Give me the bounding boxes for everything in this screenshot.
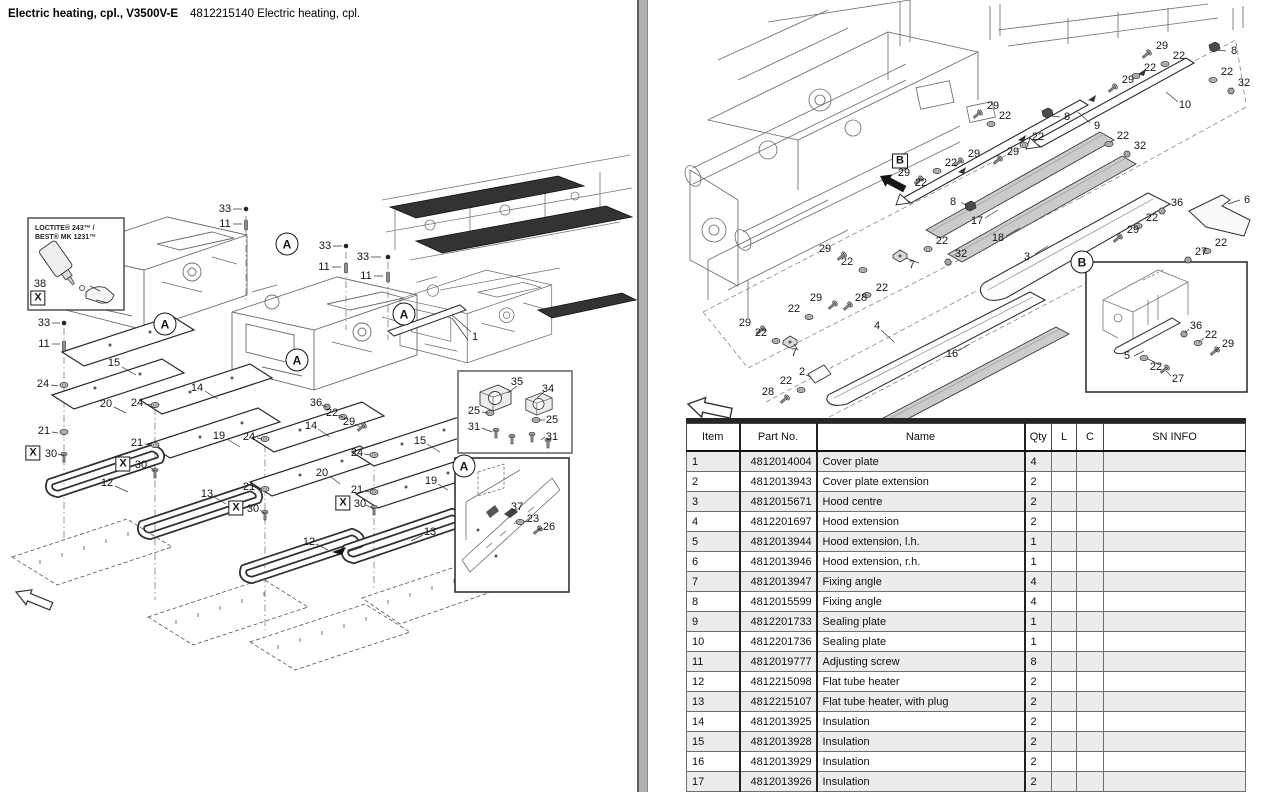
cell-sn-info [1104, 572, 1246, 592]
boxed-ref-x: X [335, 496, 350, 511]
callout-22: 22 [1220, 66, 1234, 78]
cell-qty: 2 [1025, 472, 1052, 492]
cell-c [1077, 632, 1104, 652]
callout-8: 8 [1063, 111, 1071, 123]
page-divider [637, 0, 648, 792]
cell-c [1077, 672, 1104, 692]
detail-box-b [1086, 262, 1247, 392]
callout-27: 27 [1171, 373, 1185, 385]
table-row [687, 512, 1246, 532]
table-row [687, 692, 1246, 712]
cell-qty: 2 [1025, 512, 1052, 532]
cell-part-no: 4812015599 [740, 592, 817, 612]
cell-sn-info [1104, 472, 1246, 492]
callout-29: 29 [1155, 40, 1169, 52]
cell-part-no: 4812013944 [740, 532, 817, 552]
cell-c [1077, 732, 1104, 752]
table-row [687, 772, 1246, 792]
table-row [687, 752, 1246, 772]
cell-sn-info [1104, 712, 1246, 732]
callout-8: 8 [949, 196, 957, 208]
cell-l [1052, 652, 1077, 672]
callout-37: 37 [510, 501, 524, 513]
cell-name: Hood extension, r.h. [817, 552, 1025, 572]
callout-4: 4 [873, 320, 881, 332]
cell-qty: 2 [1025, 712, 1052, 732]
callout-7: 7 [790, 347, 798, 359]
cell-item: 12 [687, 672, 740, 692]
callout-29: 29 [818, 243, 832, 255]
cell-item: 14 [687, 712, 740, 732]
cell-part-no: 4812215107 [740, 692, 817, 712]
cover-plate-extension-2-shape [808, 365, 831, 383]
cell-c [1077, 572, 1104, 592]
cell-qty: 2 [1025, 772, 1052, 792]
table-row [687, 732, 1246, 752]
cell-name: Insulation [817, 732, 1025, 752]
callout-29: 29 [967, 148, 981, 160]
cell-qty: 2 [1025, 492, 1052, 512]
table-row [687, 492, 1246, 512]
cell-item: 9 [687, 612, 740, 632]
cell-sn-info [1104, 592, 1246, 612]
cell-item: 5 [687, 532, 740, 552]
cell-c [1077, 652, 1104, 672]
cell-name: Hood extension [817, 512, 1025, 532]
callout-13: 13 [200, 488, 214, 500]
callout-30: 30 [134, 459, 148, 471]
parts-table-grid [686, 423, 1246, 792]
table-row [687, 672, 1246, 692]
callout-21: 21 [242, 481, 256, 493]
cell-c [1077, 512, 1104, 532]
boxed-ref-x: X [228, 501, 243, 516]
loctite-line-2: BEST® MK 1231™ [35, 234, 97, 241]
callout-31: 31 [545, 431, 559, 443]
callout-24: 24 [36, 378, 50, 390]
table-row [687, 652, 1246, 672]
cell-qty: 1 [1025, 552, 1052, 572]
cell-part-no: 4812215098 [740, 672, 817, 692]
cell-name: Adjusting screw [817, 652, 1025, 672]
cell-name: Flat tube heater [817, 672, 1025, 692]
detail-ref-a: A [453, 455, 476, 478]
cell-item: 4 [687, 512, 740, 532]
callout-14: 14 [304, 420, 318, 432]
cell-name: Hood centre [817, 492, 1025, 512]
callout-1: 1 [471, 331, 479, 343]
cell-part-no: 4812014004 [740, 451, 817, 472]
callout-19: 19 [212, 430, 226, 442]
cell-l [1052, 532, 1077, 552]
cell-item: 2 [687, 472, 740, 492]
cell-part-no: 4812013925 [740, 712, 817, 732]
cell-name: Hood extension, l.h. [817, 532, 1025, 552]
cell-l [1052, 572, 1077, 592]
callout-24: 24 [350, 447, 364, 459]
cell-l [1052, 732, 1077, 752]
callout-29: 29 [1121, 74, 1135, 86]
cell-c [1077, 772, 1104, 792]
cell-c [1077, 451, 1104, 472]
cell-qty: 1 [1025, 612, 1052, 632]
callout-29: 29 [1126, 224, 1140, 236]
cell-item: 1 [687, 451, 740, 472]
cell-sn-info [1104, 752, 1246, 772]
cell-part-no: 4812013946 [740, 552, 817, 572]
cell-c [1077, 532, 1104, 552]
column-header-sn-info: SN INFO [1104, 424, 1246, 452]
callout-33: 33 [356, 251, 370, 263]
right-page [648, 0, 1271, 792]
callout-25: 25 [545, 414, 559, 426]
table-row [687, 592, 1246, 612]
sealing-plates-drawing [896, 58, 1194, 205]
hood-extension-rh-6-shape [1189, 195, 1250, 236]
callout-29: 29 [738, 317, 752, 329]
cell-name: Insulation [817, 712, 1025, 732]
callout-22: 22 [1143, 62, 1157, 74]
table-row [687, 472, 1246, 492]
callout-32: 32 [1133, 140, 1147, 152]
boxed-ref-x: X [25, 446, 40, 461]
callout-29: 29 [897, 167, 911, 179]
callout-36: 36 [1170, 197, 1184, 209]
cell-name: Insulation [817, 772, 1025, 792]
cell-l [1052, 552, 1077, 572]
cell-qty: 4 [1025, 572, 1052, 592]
callout-21: 21 [350, 484, 364, 496]
cell-sn-info [1104, 732, 1246, 752]
cell-name: Cover plate [817, 451, 1025, 472]
cell-part-no: 4812013926 [740, 772, 817, 792]
cell-qty: 2 [1025, 752, 1052, 772]
callout-22: 22 [779, 375, 793, 387]
callout-12: 12 [302, 536, 316, 548]
cell-c [1077, 472, 1104, 492]
cell-qty: 1 [1025, 632, 1052, 652]
cell-name: Fixing angle [817, 572, 1025, 592]
loctite-note-text [35, 224, 119, 242]
cell-item: 13 [687, 692, 740, 712]
cell-item: 8 [687, 592, 740, 612]
cell-l [1052, 612, 1077, 632]
cell-l [1052, 692, 1077, 712]
detail-ref-a: A [393, 303, 416, 326]
cell-item: 11 [687, 652, 740, 672]
cell-item: 6 [687, 552, 740, 572]
callout-22: 22 [1149, 361, 1163, 373]
column-header-item: Item [687, 424, 740, 452]
cell-sn-info [1104, 532, 1246, 552]
cell-part-no: 4812201736 [740, 632, 817, 652]
column-header-l: L [1052, 424, 1077, 452]
cell-part-no: 4812013928 [740, 732, 817, 752]
cell-part-no: 4812019777 [740, 652, 817, 672]
callout-23: 23 [526, 513, 540, 525]
column-header-qty: Qty [1025, 424, 1052, 452]
callout-22: 22 [875, 282, 889, 294]
cell-qty: 2 [1025, 672, 1052, 692]
cell-name: Cover plate extension [817, 472, 1025, 492]
callout-38: 38 [33, 278, 47, 290]
callout-15: 15 [413, 435, 427, 447]
parts-table [686, 418, 1246, 792]
callout-26: 26 [542, 521, 556, 533]
callout-22: 22 [1172, 50, 1186, 62]
cell-qty: 4 [1025, 592, 1052, 612]
cell-c [1077, 612, 1104, 632]
callout-22: 22 [840, 256, 854, 268]
callout-29: 29 [986, 100, 1000, 112]
table-row [687, 612, 1246, 632]
cell-c [1077, 492, 1104, 512]
cell-part-no: 4812201733 [740, 612, 817, 632]
callout-29: 29 [1006, 146, 1020, 158]
cell-sn-info [1104, 772, 1246, 792]
cell-l [1052, 451, 1077, 472]
callout-15: 15 [107, 357, 121, 369]
cell-sn-info [1104, 451, 1246, 472]
cell-item: 17 [687, 772, 740, 792]
cell-qty: 1 [1025, 532, 1052, 552]
callout-21: 21 [37, 425, 51, 437]
callout-34: 34 [541, 383, 555, 395]
table-row [687, 552, 1246, 572]
table-row [687, 632, 1246, 652]
cell-c [1077, 692, 1104, 712]
callout-22: 22 [325, 407, 339, 419]
callout-36: 36 [1189, 320, 1203, 332]
cell-part-no: 4812015671 [740, 492, 817, 512]
cell-c [1077, 712, 1104, 732]
cell-sn-info [1104, 692, 1246, 712]
cell-part-no: 4812201697 [740, 512, 817, 532]
loctite-line-1: LOCTITE® 243™ / [35, 225, 95, 232]
cell-sn-info [1104, 552, 1246, 572]
table-row [687, 451, 1246, 472]
column-header-part-no: Part No. [740, 424, 817, 452]
callout-3: 3 [1023, 251, 1031, 263]
boxed-ref-b: B [892, 154, 908, 169]
detail-ref-a: A [286, 349, 309, 372]
hood-extension-4-shape [827, 292, 1045, 405]
cell-sn-info [1104, 512, 1246, 532]
callout-2: 2 [798, 366, 806, 378]
detail-ref-a: A [154, 313, 177, 336]
cell-item: 16 [687, 752, 740, 772]
callout-13: 13 [423, 526, 437, 538]
callout-22: 22 [787, 303, 801, 315]
cell-c [1077, 592, 1104, 612]
callout-22: 22 [1145, 212, 1159, 224]
parts-table-header-row [687, 424, 1246, 452]
callout-22: 22 [935, 235, 949, 247]
callout-29: 29 [809, 292, 823, 304]
cell-l [1052, 472, 1077, 492]
callout-20: 20 [99, 398, 113, 410]
callout-35: 35 [510, 376, 524, 388]
cell-l [1052, 712, 1077, 732]
callout-11: 11 [318, 261, 330, 273]
callout-5: 5 [1123, 350, 1131, 362]
callout-32: 32 [1237, 77, 1251, 89]
callout-27: 27 [1194, 246, 1208, 258]
callout-22: 22 [998, 110, 1012, 122]
callout-22: 22 [1116, 130, 1130, 142]
cell-l [1052, 672, 1077, 692]
cell-c [1077, 752, 1104, 772]
cell-sn-info [1104, 612, 1246, 632]
callout-29: 29 [1221, 338, 1235, 350]
callout-19: 19 [424, 475, 438, 487]
callout-33: 33 [218, 203, 232, 215]
cell-l [1052, 492, 1077, 512]
cell-name: Insulation [817, 752, 1025, 772]
cell-name: Sealing plate [817, 612, 1025, 632]
table-row [687, 532, 1246, 552]
cell-item: 7 [687, 572, 740, 592]
callout-24: 24 [242, 431, 256, 443]
cell-part-no: 4812013943 [740, 472, 817, 492]
callout-22: 22 [944, 157, 958, 169]
cell-item: 3 [687, 492, 740, 512]
callout-9: 9 [1093, 120, 1101, 132]
table-row [687, 712, 1246, 732]
cell-qty: 4 [1025, 451, 1052, 472]
callout-31: 31 [467, 421, 481, 433]
cell-item: 10 [687, 632, 740, 652]
cell-qty: 2 [1025, 732, 1052, 752]
cell-sn-info [1104, 672, 1246, 692]
boxed-ref-x: X [30, 291, 45, 306]
cell-name: Fixing angle [817, 592, 1025, 612]
callout-22: 22 [1031, 131, 1045, 143]
cell-sn-info [1104, 492, 1246, 512]
cell-name: Sealing plate [817, 632, 1025, 652]
callout-7: 7 [908, 259, 916, 271]
cell-qty: 2 [1025, 692, 1052, 712]
cell-name: Flat tube heater, with plug [817, 692, 1025, 712]
cell-item: 15 [687, 732, 740, 752]
callout-20: 20 [315, 467, 329, 479]
callout-30: 30 [353, 498, 367, 510]
cell-l [1052, 772, 1077, 792]
callout-22: 22 [914, 177, 928, 189]
callout-29: 29 [342, 416, 356, 428]
cell-c [1077, 552, 1104, 572]
callout-22: 22 [1214, 237, 1228, 249]
base-panel-outlines [12, 519, 502, 670]
cell-l [1052, 752, 1077, 772]
insulation-plates-drawing [52, 316, 488, 508]
callout-33: 33 [37, 317, 51, 329]
cell-l [1052, 512, 1077, 532]
callout-28: 28 [761, 386, 775, 398]
callout-36: 36 [309, 397, 323, 409]
cell-sn-info [1104, 652, 1246, 672]
page-title-part-number: 4812215140 Electric heating, cpl. [190, 8, 361, 20]
callout-28: 28 [854, 292, 868, 304]
cell-part-no: 4812013929 [740, 752, 817, 772]
page-title-model: Electric heating, cpl., V3500V-E [8, 8, 179, 20]
callout-24: 24 [130, 397, 144, 409]
callout-11: 11 [219, 218, 231, 230]
callout-16: 16 [945, 348, 959, 360]
callout-10: 10 [1178, 99, 1192, 111]
direction-arrow-left-page [13, 585, 54, 614]
table-row [687, 572, 1246, 592]
callout-30: 30 [246, 503, 260, 515]
callout-22: 22 [1204, 329, 1218, 341]
callout-32: 32 [954, 248, 968, 260]
callout-12: 12 [100, 477, 114, 489]
cell-l [1052, 632, 1077, 652]
callout-21: 21 [130, 437, 144, 449]
detail-ref-b: B [1071, 251, 1094, 274]
callout-18: 18 [991, 232, 1005, 244]
cell-sn-info [1104, 632, 1246, 652]
column-header-c: C [1077, 424, 1104, 452]
callout-8: 8 [1230, 45, 1238, 57]
cell-l [1052, 592, 1077, 612]
callout-22: 22 [754, 327, 768, 339]
callout-33: 33 [318, 240, 332, 252]
detail-ref-a: A [276, 233, 299, 256]
callout-30: 30 [44, 448, 58, 460]
cover-plate-assembly-drawing [382, 155, 636, 336]
column-header-name: Name [817, 424, 1025, 452]
cell-qty: 8 [1025, 652, 1052, 672]
callout-17: 17 [970, 215, 984, 227]
callout-11: 11 [38, 338, 50, 350]
boxed-ref-x: X [115, 457, 130, 472]
callout-6: 6 [1243, 194, 1251, 206]
callout-14: 14 [190, 382, 204, 394]
callout-25: 25 [467, 405, 481, 417]
cell-part-no: 4812013947 [740, 572, 817, 592]
callout-11: 11 [360, 270, 372, 282]
